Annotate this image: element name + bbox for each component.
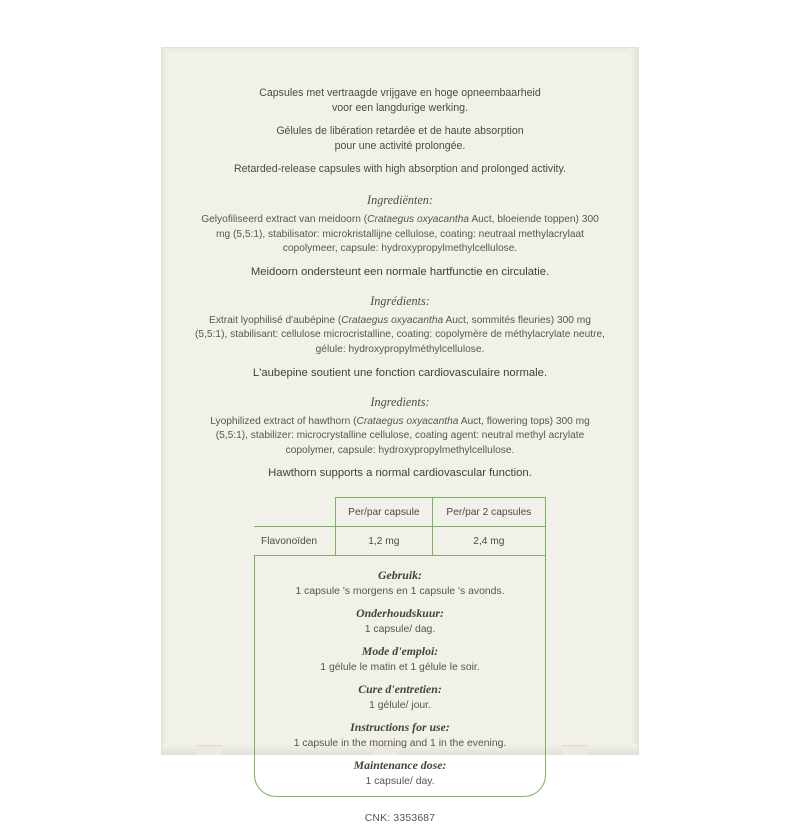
ingredients-title-fr: Ingrédients: xyxy=(370,293,430,308)
table-cell-flavonoids-per-2-capsules: 2,4 mg xyxy=(432,527,545,556)
cnk-code: CNK: 3353687 xyxy=(364,813,436,824)
ingredients-body-nl xyxy=(182,213,618,257)
ingredients-body-nl-post: Auct, bloeiende toppen) 300 mg (5,5:1), stabilisator: microkristallijne cellulose, coating: neutraal methylacrylaat copolymeer, capsule: hydroxypropylmethylcellulose. xyxy=(215,214,599,255)
table-row-label-flavonoids: Flavonoïden xyxy=(254,527,335,556)
table-row xyxy=(254,527,546,556)
usage-text-instructions-for-use: 1 capsule in the morning and 1 in the evening. xyxy=(293,738,507,750)
health-claim-nl: Meidoorn ondersteunt een normale hartfunctie en circulatie. xyxy=(250,265,550,278)
ingredients-body-fr xyxy=(182,314,618,358)
usage-text-onderhoudskuur: 1 capsule/ dag. xyxy=(364,624,436,636)
ingredients-section-en xyxy=(182,395,618,480)
box-right-edge xyxy=(630,48,638,754)
box-flap-notch xyxy=(196,745,222,755)
ingredients-body-fr-pre: Extrait lyophilisé d'aubépine ( xyxy=(209,314,342,326)
claim-nl xyxy=(182,86,618,116)
box-left-edge xyxy=(162,48,168,754)
table-cell-flavonoids-per-capsule: 1,2 mg xyxy=(335,527,432,556)
usage-text-cure-dentretien: 1 gélule/ jour. xyxy=(369,700,431,712)
claim-nl-line-1: Capsules met vertraagde vrijgave en hoge opneembaarheid xyxy=(259,87,541,99)
claim-en-line-1: Retarded-release capsules with high absorption and prolonged activity. xyxy=(234,163,566,175)
box-top-edge xyxy=(162,48,638,53)
header-claims xyxy=(182,86,618,177)
usage-title-cure-dentretien: Cure d'entretien: xyxy=(358,682,442,697)
health-claim-en: Hawthorn supports a normal cardiovascular function. xyxy=(268,467,532,480)
usage-title-instructions-for-use: Instructions for use: xyxy=(350,720,450,735)
usage-text-gebruik: 1 capsule 's morgens en 1 capsule 's avonds. xyxy=(295,586,505,598)
claim-fr xyxy=(182,124,618,154)
ingredients-latin-name-fr: Crataegus oxyacantha xyxy=(341,314,444,326)
ingredients-title-en: Ingredients: xyxy=(370,394,430,409)
label-content xyxy=(182,68,618,824)
nutrition-table xyxy=(254,497,546,556)
usage-inner xyxy=(254,568,546,787)
nutrition-table-wrap xyxy=(254,497,546,556)
claim-en xyxy=(182,162,618,177)
ingredients-body-fr-post: Auct, sommités fleuries) 300 mg (5,5:1), stabilisant: cellulose microcristalline, coating: copolymère de méthylacrylate neutre, gélule: hydroxypropylméthylcellulose. xyxy=(195,314,605,355)
ingredients-body-nl-pre: Gelyofiliseerd extract van meidoorn ( xyxy=(201,214,368,225)
usage-text-maintenance-dose: 1 capsule/ day. xyxy=(365,776,435,788)
ingredients-body-en-pre: Lyophilized extract of hawthorn ( xyxy=(210,415,357,427)
usage-title-mode-demploi: Mode d'emploi: xyxy=(361,644,439,659)
ingredients-section-nl xyxy=(182,193,618,278)
ingredients-body-en xyxy=(182,415,618,459)
usage-title-maintenance-dose: Maintenance dose: xyxy=(353,758,447,773)
claim-fr-line-1: Gélules de libération retardée et de haute absorption xyxy=(276,125,524,137)
claim-fr-line-2: pour une activité prolongée. xyxy=(334,140,466,152)
box-flap-notch xyxy=(562,745,588,755)
product-box-back-panel xyxy=(162,48,638,824)
ingredients-latin-name-nl: Crataegus oxyacantha xyxy=(367,214,470,225)
table-header-per-capsule: Per/par capsule xyxy=(335,498,432,527)
usage-title-gebruik: Gebruik: xyxy=(378,568,422,583)
usage-text-mode-demploi: 1 gélule le matin et 1 gélule le soir. xyxy=(320,662,480,674)
usage-instructions-block xyxy=(254,556,546,797)
table-corner-cell xyxy=(254,498,335,527)
table-header-per-2-capsules: Per/par 2 capsules xyxy=(432,498,545,527)
claim-nl-line-2: voor een langdurige werking. xyxy=(331,102,469,114)
health-claim-fr: L'aubepine soutient une fonction cardiovasculaire normale. xyxy=(252,366,548,379)
ingredients-title-nl: Ingrediënten: xyxy=(367,193,433,207)
ingredients-latin-name-en: Crataegus oxyacantha xyxy=(356,415,459,427)
table-header-row xyxy=(254,498,546,527)
ingredients-section-fr xyxy=(182,294,618,379)
ingredients-body-en-post: Auct, flowering tops) 300 mg (5,5:1), stabilizer: microcrystalline cellulose, coating agent: neutral methyl acrylate copolymer, capsule: hydroxypropylmethylcellulose. xyxy=(215,415,590,456)
usage-title-onderhoudskuur: Onderhoudskuur: xyxy=(356,606,444,621)
